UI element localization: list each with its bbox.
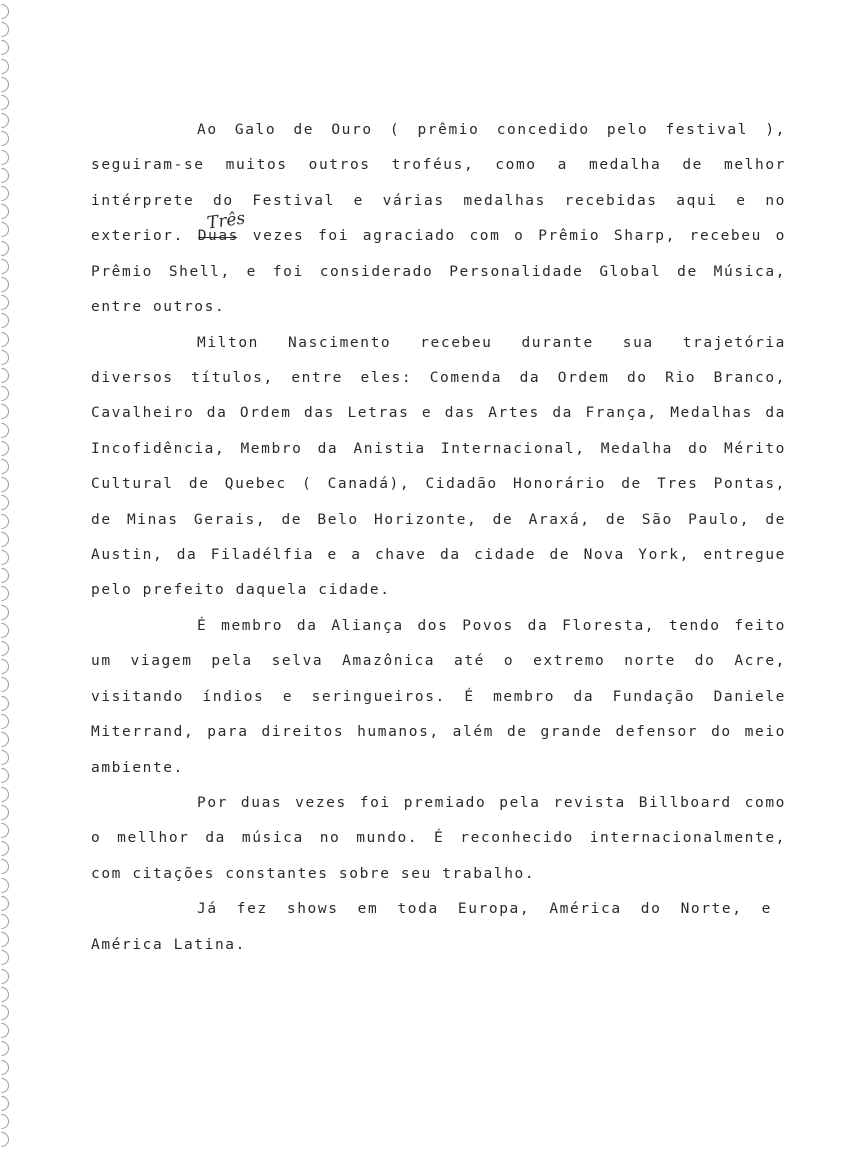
binding-ring [0,601,12,622]
text-line: Cavalheiro da Ordem das Letras e das Artes da França, Medalhas da [91,405,786,421]
text-line: o mellhor da música no mundo. É reconhecido internacionalmente, [91,830,786,846]
text-line: seguiram-se muitos outros troféus, como a medalha de melhor [91,157,786,173]
binding-ring [0,911,12,932]
binding-ring [0,765,12,786]
binding-ring [0,419,12,440]
binding-ring [0,74,12,95]
binding-ring [0,1075,12,1096]
binding-ring [0,165,12,186]
binding-ring [0,529,12,550]
handwritten-correction: Três [205,208,247,234]
binding-ring [0,1038,12,1059]
text-line: com citações constantes sobre seu trabalho. [91,866,536,882]
binding-ring [0,510,12,531]
text-line: América Latina. [91,937,246,953]
binding-ring [0,747,12,768]
binding-ring [0,729,12,750]
text-line: Cultural de Quebec ( Canadá), Cidadão Honorário de Tres Pontas, [91,476,786,492]
binding-ring [0,1002,12,1023]
text-line: Prêmio Shell, e foi considerado Personalidade Global de Música, [91,264,786,280]
binding-ring [0,547,12,568]
binding-ring [0,929,12,950]
binding-ring [0,1020,12,1041]
text-fragment: vezes foi agraciado com o Prêmio Sharp, recebeu o [252,228,786,244]
binding-ring [0,401,12,422]
binding-ring [0,110,12,131]
binding-ring [0,874,12,895]
binding-ring [0,1111,12,1132]
text-line: intérprete do Festival e várias medalhas recebidas aqui e no [91,193,786,209]
binding-ring [0,183,12,204]
text-line: Milton Nascimento recebeu durante sua trajetória [197,335,786,351]
binding-ring [0,565,12,586]
binding-ring [0,1093,12,1114]
binding-ring [0,802,12,823]
binding-ring [0,19,12,40]
binding-ring [0,383,12,404]
text-line: um viagem pela selva Amazônica até o extremo norte do Acre, [91,653,786,669]
binding-ring [0,365,12,386]
binding-ring [0,947,12,968]
text-line: É membro da Aliança dos Povos da Floresta, tendo feito [197,618,786,634]
binding-ring [0,256,12,277]
spiral-binding [0,0,14,1144]
binding-ring [0,219,12,240]
binding-ring [0,984,12,1005]
binding-ring [0,274,12,295]
binding-ring [0,1056,12,1077]
binding-ring [0,674,12,695]
binding-ring [0,1129,12,1150]
text-line: pelo prefeito daquela cidade. [91,582,391,598]
binding-ring [0,838,12,859]
binding-ring [0,237,12,258]
text-line: Já fez shows em toda Europa, América do Norte, e [197,901,772,917]
binding-ring [0,620,12,641]
text-line [91,227,786,245]
text-line: ambiente. [91,760,184,776]
text-line: Austin, da Filadélfia e a chave da cidade de Nova York, entregue [91,547,786,563]
binding-ring [0,347,12,368]
binding-ring [0,146,12,167]
binding-ring [0,37,12,58]
text-line: Incofidência, Membro da Anistia Internacional, Medalha do Mérito [91,441,786,457]
binding-ring [0,656,12,677]
binding-ring [0,692,12,713]
binding-ring [0,638,12,659]
binding-ring [0,310,12,331]
struck-out-word: Duas [197,228,240,244]
binding-ring [0,474,12,495]
binding-ring [0,92,12,113]
binding-ring [0,128,12,149]
binding-ring [0,1,12,22]
text-line: entre outros. [91,299,226,315]
binding-ring [0,711,12,732]
binding-ring [0,456,12,477]
binding-ring [0,856,12,877]
text-line: de Minas Gerais, de Belo Horizonte, de Araxá, de São Paulo, de [91,512,786,528]
text-line: visitando índios e seringueiros. É membro da Fundação Daniele [91,689,786,705]
text-line: Por duas vezes foi premiado pela revista Billboard como [197,795,786,811]
binding-ring [0,55,12,76]
binding-ring [0,328,12,349]
text-fragment: exterior. [91,228,184,244]
text-line: diversos títulos, entre eles: Comenda da Ordem do Rio Branco, [91,370,786,386]
binding-ring [0,292,12,313]
binding-ring [0,783,12,804]
binding-ring [0,201,12,222]
binding-ring [0,583,12,604]
binding-ring [0,438,12,459]
binding-ring [0,820,12,841]
binding-ring [0,492,12,513]
text-line: Ao Galo de Ouro ( prêmio concedido pelo festival ), [197,122,786,138]
binding-ring [0,893,12,914]
text-line: Miterrand, para direitos humanos, além de grande defensor do meio [91,724,786,740]
binding-ring [0,965,12,986]
